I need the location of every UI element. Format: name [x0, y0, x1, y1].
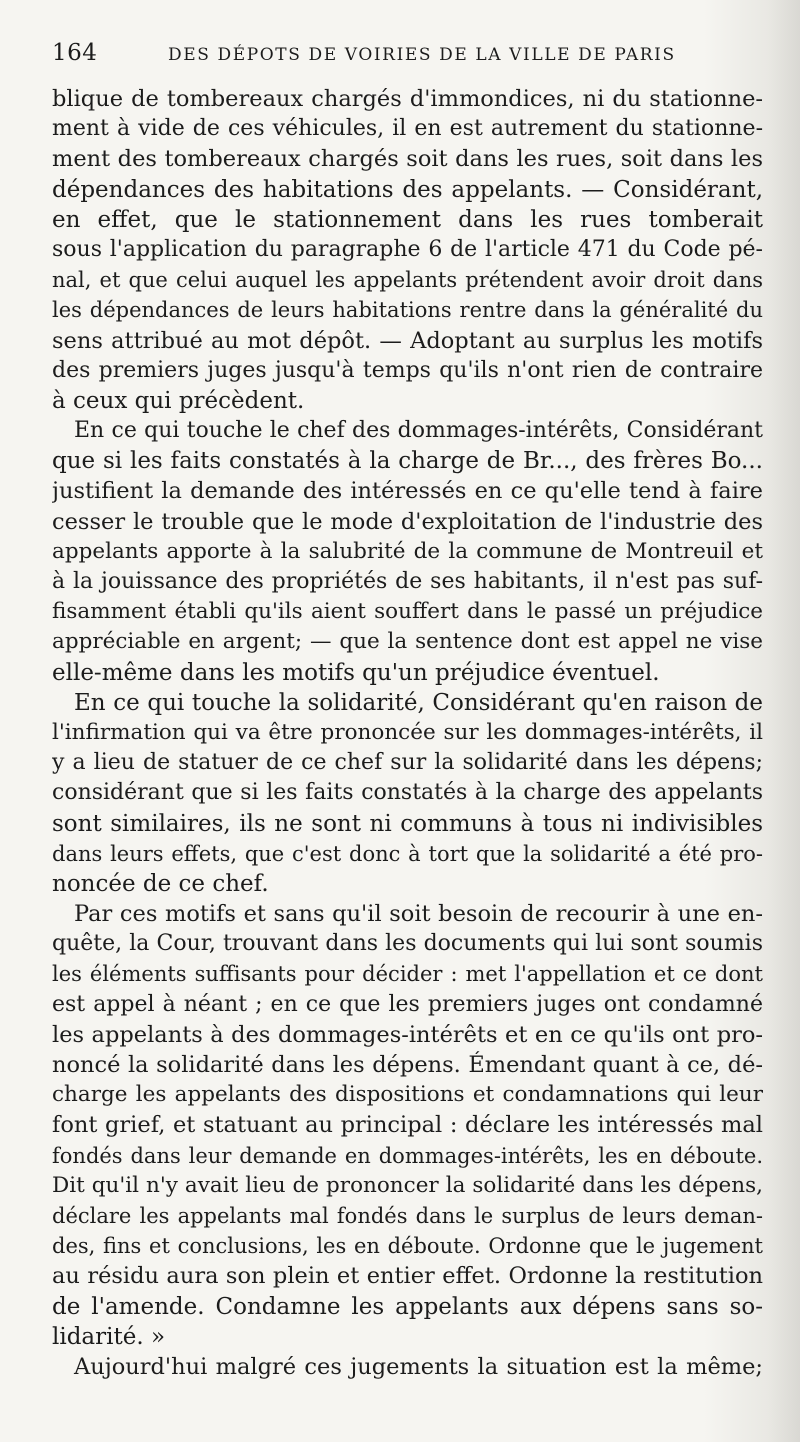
text-line: de l'amende. Condamne les appelants aux dépens sans so- [52, 1293, 763, 1320]
text-line: fondés dans leur demande en dommages-intérêts, les en déboute. [52, 1143, 763, 1168]
text-line: En ce qui touche la solidarité, Considérant qu'en raison de [74, 689, 763, 716]
text-line: les appelants à des dommages-intérêts et en ce qu'ils ont pro- [52, 1021, 763, 1048]
text-line: en effet, que le stationnement dans les rues tomberait [52, 206, 763, 233]
text-line: quête, la Cour, trouvant dans les documents qui lui sont soumis [52, 931, 763, 957]
running-head: DES DÉPOTS DE VOIRIES DE LA VILLE DE PARIS [168, 45, 676, 65]
text-line: font grief, et statuant au principal : déclare les intéressés mal [52, 1112, 763, 1139]
text-line: à ceux qui précèdent. [52, 387, 305, 414]
text-line: au résidu aura son plein et entier effet. Ordonne la restitution [52, 1263, 763, 1290]
text-line: Dit qu'il n'y avait lieu de prononcer la solidarité dans les dépens, [52, 1172, 763, 1198]
text-line: ment des tombereaux chargés soit dans les rues, soit dans les [52, 146, 763, 173]
text-line: sont similaires, ils ne sont ni communs à tous ni indivisibles [52, 810, 763, 837]
text-line: sens attribué au mot dépôt. — Adoptant au surplus les motifs [52, 327, 763, 354]
text-line: noncée de ce chef. [52, 870, 269, 897]
text-line: à la jouissance des propriétés de ses habitants, il n'est pas suf- [52, 569, 763, 594]
page-header [0, 40, 800, 74]
text-line: dépendances des habitations des appelants. — Considérant, [52, 176, 763, 203]
body-text [52, 84, 763, 1382]
text-line: charge les appelants des dispositions et condamnations qui leur [52, 1082, 763, 1108]
text-line: des premiers juges jusqu'à temps qu'ils n'ont rien de contraire [52, 357, 763, 383]
text-line: lidarité. » [52, 1323, 166, 1350]
text-line: elle-même dans les motifs qu'un préjudice éventuel. [52, 659, 660, 686]
text-line: y a lieu de statuer de ce chef sur la solidarité dans les dépens; [52, 750, 763, 776]
text-line: déclare les appelants mal fondés dans le surplus de leurs deman- [52, 1203, 763, 1228]
text-line: les éléments suffisants pour décider : met l'appellation et ce dont [52, 962, 763, 987]
text-line: justifient la demande des intéressés en ce qu'elle tend à faire [52, 478, 763, 505]
text-line: ment à vide de ces véhicules, il en est autrement du stationne- [52, 116, 763, 142]
text-line: considérant que si les faits constatés à la charge des appelants [52, 780, 763, 806]
text-line: blique de tombereaux chargés d'immondices, ni du stationne- [52, 86, 763, 112]
text-line: fisamment établi qu'ils aient souffert dans le passé un préjudice [52, 599, 763, 625]
text-line: l'infirmation qui va être prononcée sur les dommages-intérêts, il [52, 719, 763, 745]
text-line: En ce qui touche le chef des dommages-intérêts, Considérant [74, 418, 763, 444]
text-line: des, fins et conclusions, les en déboute. Ordonne que le jugement [52, 1234, 763, 1259]
text-line: dans leurs effets, que c'est donc à tort que la solidarité a été pro- [52, 841, 763, 866]
text-line: nal, et que celui auquel les appelants prétendent avoir droit dans [52, 268, 763, 293]
text-line: les dépendances de leurs habitations rentre dans la généralité du [52, 298, 763, 323]
text-line: cesser le trouble que le mode d'exploitation de l'industrie des [52, 508, 763, 535]
text-line: que si les faits constatés à la charge de Br..., des frères Bo... [52, 448, 763, 475]
text-line: sous l'application du paragraphe 6 de l'article 471 du Code pé- [52, 236, 763, 262]
text-line: Aujourd'hui malgré ces jugements la situation est la même; [74, 1353, 763, 1380]
page-number: 164 [52, 40, 98, 66]
text-line: appréciable en argent; — que la sentence dont est appel ne vise [52, 629, 763, 655]
text-line: noncé la solidarité dans les dépens. Émendant quant à ce, dé- [52, 1052, 763, 1078]
text-line: Par ces motifs et sans qu'il soit besoin de recourir à une en- [74, 901, 763, 928]
text-line: appelants apporte à la salubrité de la commune de Montreuil et [52, 538, 763, 564]
text-line: est appel à néant ; en ce que les premiers juges ont condamné [52, 991, 763, 1017]
